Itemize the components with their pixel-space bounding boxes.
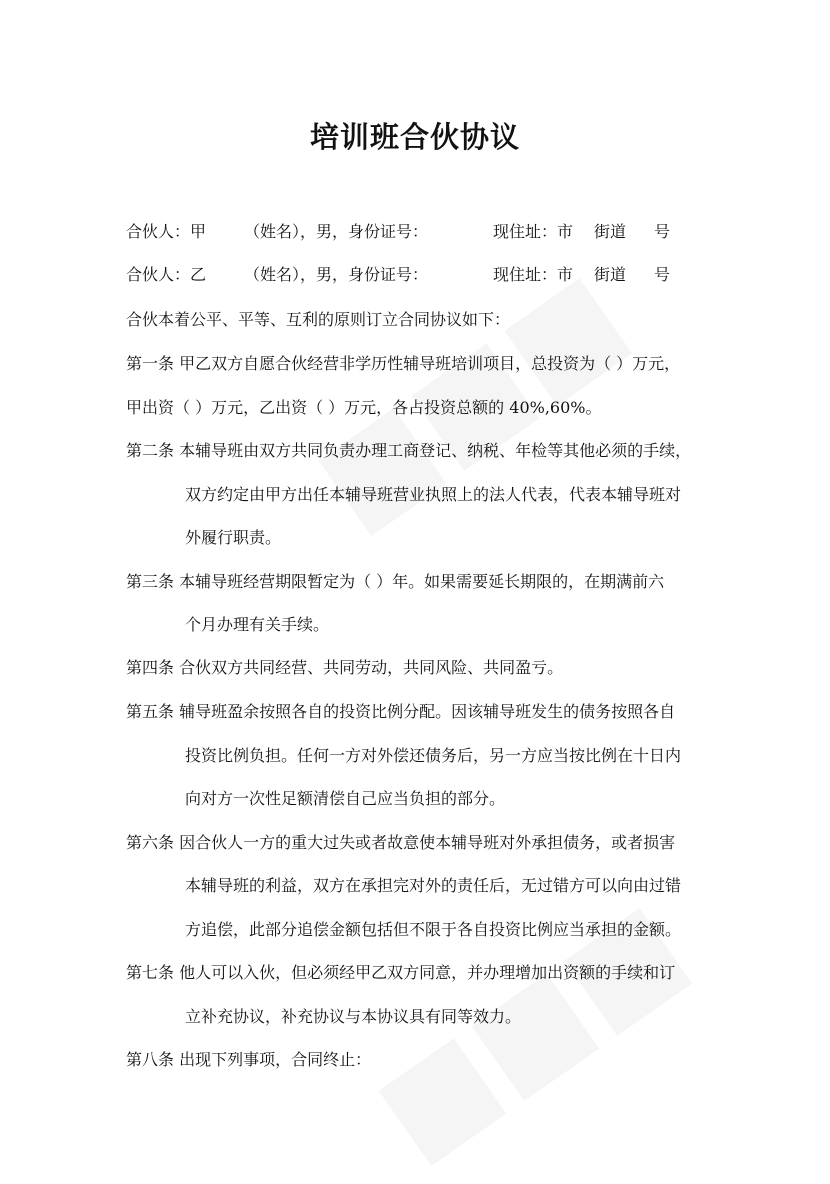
article-3-line-1: 第三条 本辅导班经营期限暂定为（ ）年。如果需要延长期限的，在期满前六 xyxy=(126,572,665,591)
partner-jia-address: 现住址：市 xyxy=(493,222,574,241)
partner-jia-line xyxy=(126,221,706,243)
article-4-line-1: 第四条 合伙双方共同经营、共同劳动，共同风险、共同盈亏。 xyxy=(126,658,564,677)
partner-yi-line xyxy=(126,264,706,286)
partner-yi-name: （姓名），男，身份证号： xyxy=(244,265,429,284)
partner-jia-name: （姓名），男，身份证号： xyxy=(244,222,429,241)
article-8-line-1: 第八条 出现下列事项，合同终止： xyxy=(126,1050,372,1069)
intro-text: 合伙本着公平、平等、互利的原则订立合同协议如下： xyxy=(126,310,511,329)
article-5-line-3: 向对方一次性足额清偿自己应当负担的部分。 xyxy=(185,789,506,808)
article-2-line-3: 外履行职责。 xyxy=(185,528,282,547)
article-5-line-2: 投资比例负担。任何一方对外偿还债务后，另一方应当按比例在十日内 xyxy=(185,746,682,765)
partner-yi-address: 现住址：市 xyxy=(493,265,574,284)
article-1-line-2: 甲出资（ ）万元，乙出资（ ）万元，各占投资总额的 40%,60%。 xyxy=(126,398,602,417)
article-6-line-3: 方追偿，此部分追偿金额包括但不限于各自投资比例应当承担的金额。 xyxy=(185,920,682,939)
partner-jia-number: 号 xyxy=(654,222,671,241)
article-2-line-2: 双方约定由甲方出任本辅导班营业执照上的法人代表，代表本辅导班对 xyxy=(185,485,682,504)
article-5-line-1: 第五条 辅导班盈余按照各自的投资比例分配。因该辅导班发生的债务按照各自 xyxy=(126,702,676,721)
document-title: 培训班合伙协议 xyxy=(309,120,520,154)
article-1-line-1: 第一条 甲乙双方自愿合伙经营非学历性辅导班培训项目，总投资为（ ）万元， xyxy=(126,354,681,373)
partner-yi-street: 街道 xyxy=(594,265,627,284)
partner-yi-label: 合伙人：乙 xyxy=(126,265,207,284)
partner-jia-street: 街道 xyxy=(594,222,627,241)
article-3-line-2: 个月办理有关手续。 xyxy=(185,615,330,634)
partner-yi-number: 号 xyxy=(654,265,671,284)
article-6-line-2: 本辅导班的利益，双方在承担完对外的责任后，无过错方可以向由过错 xyxy=(185,876,682,895)
article-7-line-2: 立补充协议，补充协议与本协议具有同等效力。 xyxy=(185,1007,522,1026)
article-6-line-1: 第六条 因合伙人一方的重大过失或者故意使本辅导班对外承担债务，或者损害 xyxy=(126,833,676,852)
article-7-line-1: 第七条 他人可以入伙，但必须经甲乙双方同意，并办理增加出资额的手续和订 xyxy=(126,963,676,982)
partner-jia-label: 合伙人：甲 xyxy=(126,222,207,241)
article-2-line-1: 第二条 本辅导班由双方共同负责办理工商登记、纳税、年检等其他必须的手续， xyxy=(126,441,692,460)
